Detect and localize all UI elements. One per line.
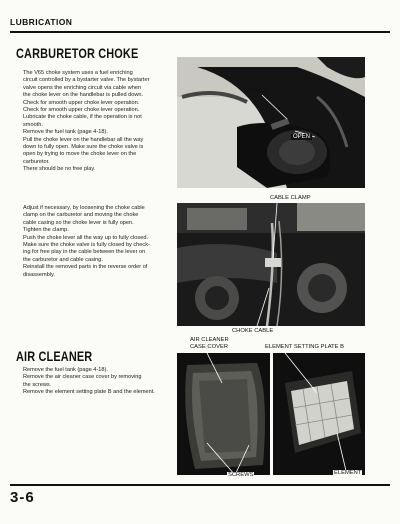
case-cover-label-line-1: AIR CLEANER: [190, 337, 229, 343]
text-line: cable casing so the choke lever is fully open.: [23, 219, 134, 226]
text-line: Pull the choke lever on the handlebar all the way: [23, 136, 144, 143]
footer-rule: [10, 484, 390, 486]
text-line: Remove the fuel tank (page 4-18).: [23, 129, 108, 136]
text-line: Check for smooth upper choke lever operation.: [23, 107, 140, 114]
text-line: clamp on the carburetor and moving the choke: [23, 212, 139, 219]
text-line: Tighten the clamp.: [23, 227, 69, 234]
cable-clamp-photo-drawing: [177, 203, 365, 326]
screws-label: SCREWS: [228, 472, 254, 478]
text-line: Adjust if necessary, by loosening the choke cable: [23, 205, 145, 211]
text-line: The V65 choke system uses a fuel enriching: [23, 70, 133, 76]
open-label: OPEN: [293, 134, 311, 140]
close-label: CLOSE: [248, 87, 269, 94]
text-line: down to fully open. Make sure the choke valve is: [23, 144, 144, 151]
carburetor-choke-title: CARBURETOR CHOKE: [16, 45, 139, 61]
text-line: Remove the element setting plate B and the element.: [23, 389, 155, 396]
air-cleaner-title: AIR CLEANER: [16, 348, 93, 364]
text-line: Make sure the choke valve is fully closed by check-: [23, 242, 150, 249]
case-cover-label: [190, 337, 229, 350]
text-line: the carburetor and cable casing.: [23, 256, 103, 263]
text-line: the screws.: [23, 381, 52, 388]
section-header: LUBRICATION: [10, 17, 73, 27]
choke-lever-photo-drawing: [177, 57, 365, 188]
element-label: ELEMENT: [334, 470, 362, 476]
cable-clamp-photo: [177, 203, 365, 326]
setting-plate-label: ELEMENT SETTING PLATE B: [265, 344, 345, 350]
text-line: There should be no free play.: [23, 166, 96, 173]
air-cleaner-photo: [177, 353, 365, 475]
text-line: smooth.: [23, 121, 43, 128]
air-cleaner-paragraph: [23, 367, 175, 397]
text-line: Remove the air cleaner case cover by removing: [23, 374, 142, 381]
text-line: valve opens the enriching circuit via cable when: [23, 84, 142, 91]
text-line: ing for free play in the cable between the lever on: [23, 249, 146, 256]
text-line: Remove the fuel tank (page 4-18).: [23, 367, 108, 373]
text-line: carburetor.: [23, 158, 50, 165]
text-line: circuit controlled by a bystarter valve. The bystarter: [23, 77, 150, 84]
text-line: open by trying to move the choke lever on the: [23, 151, 137, 158]
text-line: the choke lever on the handlebar is pulled down.: [23, 92, 144, 99]
carburetor-choke-paragraph-2: [23, 205, 175, 279]
text-line: disassembly.: [23, 271, 55, 278]
text-line: Lubricate the choke cable, if the operation is not: [23, 114, 142, 121]
carburetor-choke-paragraph-1: [23, 70, 175, 174]
header-rule: [10, 31, 390, 33]
text-line: Push the choke lever all the way up to fully closed.: [23, 234, 148, 241]
cable-clamp-label: CABLE CLAMP: [270, 195, 311, 201]
case-cover-label-line-2: CASE COVER: [190, 343, 229, 350]
text-line: Check for smooth upper choke lever operation.: [23, 99, 140, 106]
text-line: Reinstall the removed parts in the reverse order of: [23, 264, 148, 271]
choke-cable-label: CHOKE CABLE: [232, 328, 274, 334]
air-cleaner-photo-drawing: [177, 353, 365, 475]
page-number: 3-6: [10, 489, 35, 506]
choke-lever-photo: [177, 57, 365, 188]
